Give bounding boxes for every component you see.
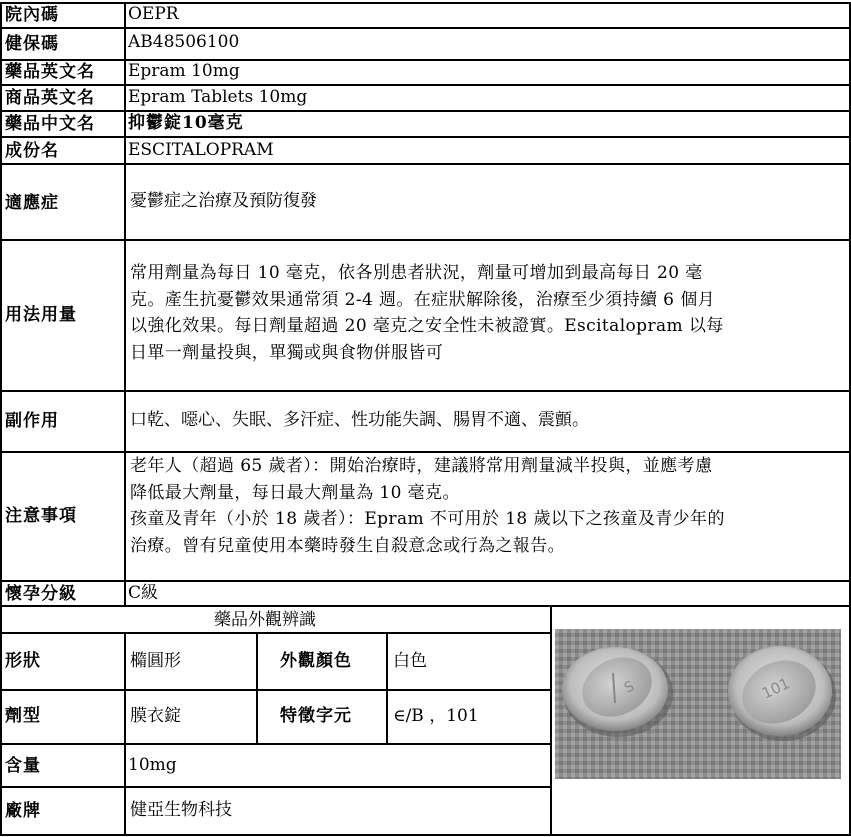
dosage-label: 用法用量: [5, 305, 77, 325]
dosage-line: 日單一劑量投與，單獨或與食物併服皆可: [130, 342, 444, 363]
label-column-divider: [124, 632, 126, 835]
drug-zh-name-label: 藥品中文名: [5, 114, 95, 134]
border-left: [0, 2, 2, 835]
row-divider: [0, 743, 550, 745]
ingredient-value: ESCITALOPRAM: [128, 140, 274, 160]
nhi-code-value: AB48506100: [128, 32, 240, 52]
precautions-line: 降低最大劑量，每日最大劑量為 10 毫克。: [130, 482, 460, 503]
label-column-divider: [124, 2, 126, 606]
indication-label: 適應症: [5, 193, 59, 213]
precautions-text: [130, 453, 842, 559]
content-value: 10mg: [128, 755, 177, 775]
drug-zh-name-value: 抑鬱錠10毫克: [128, 113, 244, 133]
pregnancy-label: 懷孕分級: [5, 584, 77, 604]
precautions-line: 孩童及青年（小於 18 歲者）：Epram 不可用於 18 歲以下之孩童及青少年的: [130, 509, 725, 529]
row-divider: [0, 136, 851, 138]
row-divider: [0, 84, 851, 86]
row-divider: [0, 27, 851, 29]
svg-text:S: S: [621, 678, 637, 697]
row-divider: [0, 163, 851, 165]
dosage-line: 常用劑量為每日 10 毫克，依各別患者狀況，劑量可增加到最高每日 20 毫: [130, 263, 703, 283]
row-divider: [0, 390, 851, 392]
shape-value: 橢圓形: [130, 651, 181, 671]
indication-value: 憂鬱症之治療及預防復發: [130, 191, 317, 211]
photo-column-divider: [550, 605, 552, 835]
row-divider: [0, 605, 851, 607]
manufacturer-value: 健亞生物科技: [130, 800, 232, 820]
pregnancy-value: C級: [128, 583, 159, 603]
dosage-line: 克。產生抗憂鬱效果通常須 2-4 週。在症狀解除後，治療至少須持續 6 個月: [130, 289, 716, 310]
manufacturer-label: 廠牌: [5, 801, 41, 821]
side-effects-value: 口乾、噁心、失眠、多汗症、性功能失調、腸胃不適、震顫。: [130, 410, 589, 430]
dosage-text: [130, 260, 842, 366]
tablet-photo-svg: [555, 629, 841, 779]
brand-en-name-value: Epram Tablets 10mg: [128, 87, 308, 107]
drug-en-name-label: 藥品英文名: [5, 62, 95, 82]
shape-label: 形狀: [5, 651, 41, 671]
marking-value: ∈/B ，101: [393, 706, 479, 726]
tablet-photo: [555, 629, 841, 779]
row-divider: [0, 786, 550, 788]
row-divider: [0, 580, 851, 582]
color-label: 外觀顏色: [280, 651, 352, 671]
appearance-column-divider: [256, 632, 258, 744]
hospital-code-value: OEPR: [128, 4, 179, 24]
form-value: 膜衣錠: [130, 706, 181, 726]
form-label: 劑型: [5, 706, 41, 726]
row-divider: [0, 239, 851, 241]
svg-text:101: 101: [759, 674, 793, 703]
color-value: 白色: [393, 651, 427, 671]
row-divider: [0, 632, 550, 634]
brand-en-name-label: 商品英文名: [5, 88, 95, 108]
precautions-line: 治療。曾有兒童使用本藥時發生自殺意念或行為之報告。: [130, 535, 565, 556]
content-label: 含量: [5, 756, 41, 776]
side-effects-label: 副作用: [5, 411, 59, 431]
marking-label: 特徵字元: [280, 706, 352, 726]
drug-en-name-value: Epram 10mg: [128, 61, 240, 81]
border-bottom: [0, 834, 851, 836]
ingredient-label: 成份名: [5, 141, 59, 161]
dosage-line: 以強化效果。每日劑量超過 20 毫克之安全性未被證實。Escitalopram 以每: [130, 316, 724, 336]
precautions-line: 老年人（超過 65 歲者）：開始治療時，建議將常用劑量減半投與，並應考慮: [130, 456, 713, 476]
row-divider: [0, 689, 550, 691]
row-divider: [0, 110, 851, 112]
appearance-column-divider: [386, 632, 388, 744]
hospital-code-label: 院內碼: [5, 5, 59, 25]
nhi-code-label: 健保碼: [5, 34, 59, 54]
border-right: [849, 2, 851, 835]
precautions-label: 注意事項: [5, 506, 77, 526]
appearance-title: 藥品外觀辨識: [214, 610, 316, 630]
